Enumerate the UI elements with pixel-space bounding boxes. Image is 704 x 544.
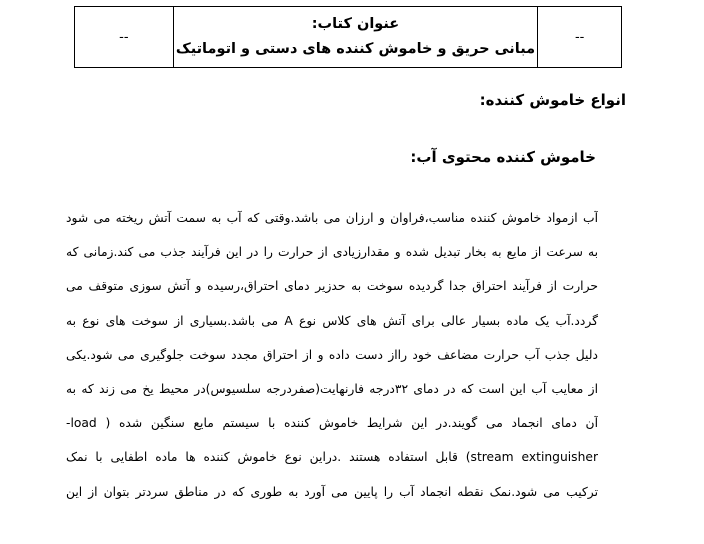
header-title-cell (173, 7, 538, 67)
book-title-label: عنوان کتاب: (311, 16, 400, 32)
paragraph-line: ترکیب می شود.نمک نقطه انجماد آب را پایین می آورد به طوری که در مناطق سردتر بتوان از این (66, 484, 598, 499)
paragraph-line: گردد.آب یک ماده بسیار عالی برای آتش های کلاس نوع A می باشد.بسیاری از سوخت های نوع به (66, 313, 598, 328)
paragraph-line: stream extinguisher) قابل استفاده هستند .دراین نوع خاموش کننده ها ماده اطفایی با نمک (66, 450, 598, 465)
paragraph-line: دلیل جذب آب حرارت مضاعف خود رااز دست داده و از احتراق مجدد سوخت جلوگیری می شود.یکی (66, 347, 598, 362)
section-heading-extinguisher-types: انواع خاموش کننده: (479, 91, 626, 109)
header-right-text: -- (574, 29, 585, 45)
paragraph-line: حرارت از فرآیند احتراق جدا گردیده سوخت به حدزیر دمای احتراق،رسیده و آتش سوزی متوقف می (66, 279, 598, 294)
book-header-table (74, 6, 622, 68)
header-left-cell (75, 7, 173, 67)
paragraph-line: آن دمای انجماد می گویند.در این شرایط خاموش کننده با سیستم مایع سنگین شده ( load- (66, 416, 598, 431)
body-paragraph (66, 201, 598, 509)
header-right-cell (537, 7, 621, 67)
paragraph-line: به سرعت از مایع به بخار تبدیل شده و مقدارزیادی از حرارت را در این فرآیند جذب می کند.زمانی که (66, 245, 598, 260)
paragraph-line: از معایب آب این است که در دمای ۳۲درجه فارنهایت(صفردرجه سلسیوس)در محیط یخ می زند که به (66, 382, 598, 397)
paragraph-line: آب ازمواد خاموش کننده مناسب،فراوان و ارزان می باشد.وقتی که آب به سمت آتش ریخته می شود (66, 211, 598, 225)
book-title: مبانی حریق و خاموش کننده های دستی و اتوماتیک (175, 41, 536, 57)
subsection-heading-water-extinguisher: خاموش کننده محتوی آب: (410, 148, 596, 166)
header-left-text: -- (119, 29, 129, 45)
